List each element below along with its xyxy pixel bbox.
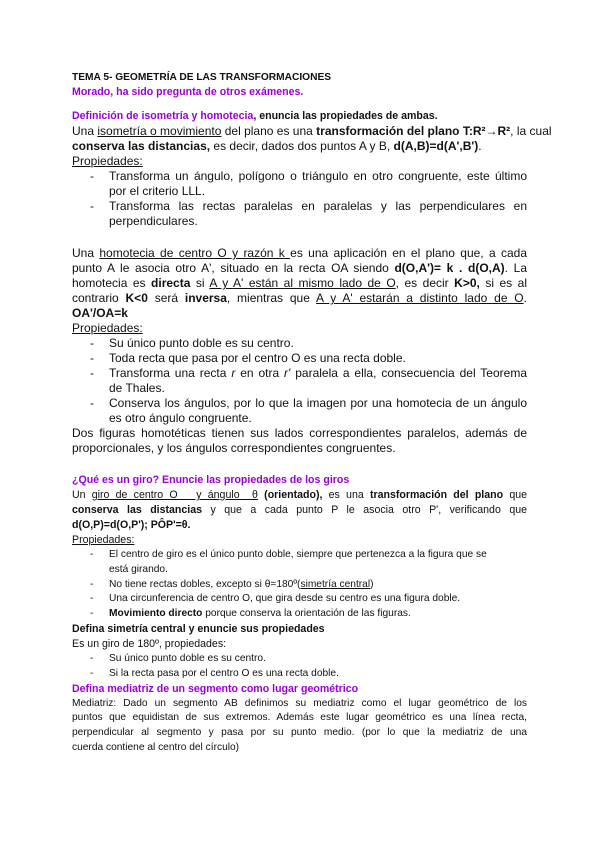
- homotecia-line1: Una homotecia de centro O y razón k es una aplicación en el plano que, a cada: [72, 246, 527, 260]
- document-title: TEMA 5- GEOMETRÍA DE LAS TRANSFORMACIONES: [72, 72, 332, 83]
- homotecia-line4: contrario K<0 será inversa, mientras que A y A' estarán a distinto lado de O.: [72, 291, 527, 305]
- homotecia-closing-line2: proporcionales, y los ángulos correspondientes congruentes.: [72, 441, 396, 455]
- question-giro: ¿Qué es un giro? Enuncie las propiedades de los giros: [72, 474, 350, 486]
- list-item: - Su único punto doble es su centro.: [90, 652, 266, 664]
- list-item-continuation: está girando.: [109, 563, 168, 575]
- list-item: - Transforma una recta r en otra r' paralela a ella, consecuencia del Teorema: [90, 366, 527, 380]
- question-isometria-homotecia: Definición de isometría y homotecia, enuncia las propiedades de ambas.: [72, 110, 438, 122]
- giro-line2: conserva las distancias y que a cada punto P le asocia otro P', verificando que: [72, 504, 527, 516]
- list-item: - Movimiento directo porque conserva la orientación de las figuras.: [90, 608, 411, 620]
- mediatriz-line4: cuerda contiene al centro del círculo): [72, 741, 240, 753]
- list-item: - Transforma un ángulo, polígono o triángulo en otro congruente, este último: [90, 169, 527, 183]
- list-item-continuation: perpendiculares.: [109, 214, 198, 228]
- mediatriz-line2: puntos que equidistan de sus extremos. Además este lugar geométrico es una línea recta,: [72, 712, 527, 724]
- giro-properties-label: Propiedades:: [72, 534, 135, 546]
- homotecia-line3: homotecia es directa si A y A' están al mismo lado de O, es decir K>0, si es al: [72, 276, 528, 290]
- list-item: - Toda recta que pasa por el centro O es una recta doble.: [90, 351, 406, 365]
- simetria-intro: Es un giro de 180º, propiedades:: [72, 637, 227, 650]
- mediatriz-line1: Mediatriz: Dado un segmento AB definimos su mediatriz como el lugar geométrico de los: [72, 697, 527, 709]
- isometria-properties-label: Propiedades:: [72, 154, 143, 168]
- list-item-continuation: por el criterio LLL.: [109, 184, 206, 198]
- document-page: [72, 70, 552, 756]
- list-item-continuation: de Thales.: [109, 381, 165, 395]
- isometria-definition-line2: conserva las distancias, es decir, dados dos puntos A y B, d(A,B)=d(A',B').: [72, 139, 482, 153]
- question-mediatriz: Defina mediatriz de un segmento como lugar geométrico: [72, 682, 359, 695]
- giro-line3: d(O,P)=d(O,P'); PÔP'=θ.: [72, 519, 191, 531]
- list-item: - Si la recta pasa por el centro O es una recta doble.: [90, 667, 339, 679]
- list-item-continuation: es otro ángulo congruente.: [109, 411, 252, 425]
- list-item: - Una circunferencia de centro O, que gira desde su centro es una figura doble.: [90, 593, 461, 605]
- list-item: - Conserva los ángulos, por lo que la imagen por una homotecia de un ángulo: [90, 396, 527, 410]
- list-item: - Su único punto doble es su centro.: [90, 336, 294, 350]
- homotecia-properties-label: Propiedades:: [72, 321, 143, 335]
- giro-line1: Un giro de centro O y ángulo θ (orientado), es una transformación del plano que: [72, 489, 527, 501]
- question-simetria-central: Defina simetría central y enuncie sus propiedades: [72, 622, 325, 635]
- homotecia-ratio: OA'/OA=k: [72, 306, 128, 320]
- homotecia-closing-line1: Dos figuras homotéticas tienen sus lados correspondientes paralelos, además de: [72, 426, 527, 440]
- isometria-definition-line1: Una isometría o movimiento del plano es una transformación del plano T:R²→R², la cual: [72, 124, 552, 138]
- list-item: - Transforma las rectas paralelas en paralelas y las perpendiculares en: [90, 199, 527, 213]
- mediatriz-line3: perpendicular al segmento y pasa por su punto medio. (por lo que la mediatriz de una: [72, 727, 527, 739]
- homotecia-line2: punto A le asocia otro A', situado en la recta OA siendo d(O,A')= k . d(O,A). La: [72, 261, 528, 275]
- purple-note: Morado, ha sido pregunta de otros exámenes.: [72, 86, 304, 98]
- list-item: - El centro de giro es el único punto doble, siempre que pertenezca a la figura que se: [90, 549, 487, 560]
- list-item: - No tiene rectas dobles, excepto si θ=180º(simetría central): [90, 578, 374, 590]
